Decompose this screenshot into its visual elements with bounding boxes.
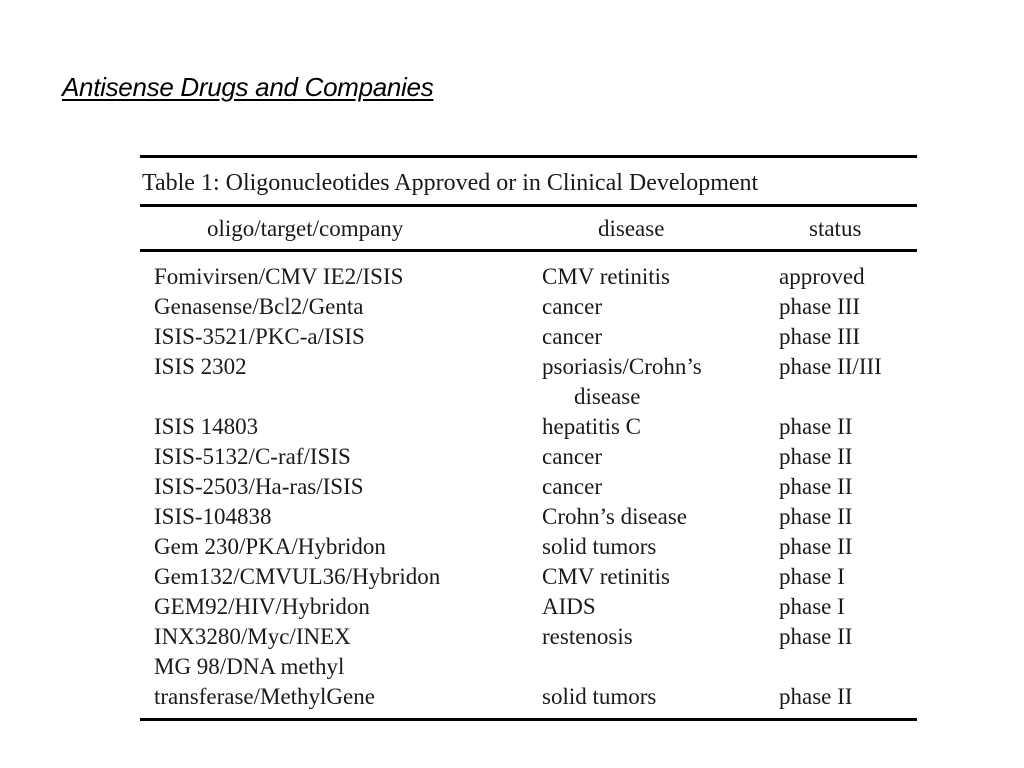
cell-status: phase II (779, 504, 853, 529)
cell-oligo: ISIS-5132/C-raf/ISIS (154, 444, 351, 469)
table-row (140, 592, 917, 622)
cell-oligo-line2: transferase/MethylGene (154, 684, 375, 709)
cell-status: phase I (779, 594, 845, 619)
cell-status: phase III (779, 324, 861, 349)
table-row (140, 262, 917, 292)
cell-disease (542, 352, 702, 412)
table-row (140, 652, 917, 712)
cell-disease: cancer (542, 474, 602, 499)
cell-status: phase II (779, 684, 853, 709)
cell-disease: restenosis (542, 624, 633, 649)
cell-disease: hepatitis C (542, 414, 642, 439)
cell-disease-line2: disease (574, 384, 641, 409)
cell-status: approved (779, 264, 865, 289)
cell-oligo: Fomivirsen/CMV IE2/ISIS (154, 264, 404, 289)
table-body (140, 252, 917, 718)
cell-oligo: GEM92/HIV/Hybridon (154, 594, 370, 619)
cell-oligo: Genasense/Bcl2/Genta (154, 294, 364, 319)
cell-disease: cancer (542, 324, 602, 349)
header-status: status (809, 216, 862, 241)
cell-disease-line1: psoriasis/Crohn’s (542, 354, 702, 379)
cell-oligo: ISIS 2302 (154, 354, 247, 379)
cell-disease: CMV retinitis (542, 264, 671, 289)
table-row (140, 442, 917, 472)
table-row (140, 412, 917, 442)
cell-oligo-line1: MG 98/DNA methyl (154, 654, 345, 679)
table-row (140, 532, 917, 562)
cell-disease: solid tumors (542, 534, 657, 559)
cell-status: phase II/III (779, 354, 882, 379)
table-row (140, 352, 917, 412)
cell-oligo: INX3280/Myc/INEX (154, 624, 351, 649)
header-disease: disease (598, 216, 665, 241)
cell-disease: AIDS (542, 594, 596, 619)
table-row (140, 292, 917, 322)
table-row (140, 562, 917, 592)
cell-disease: Crohn’s disease (542, 504, 688, 529)
cell-status: phase II (779, 414, 853, 439)
slide-title: Antisense Drugs and Companies (62, 72, 434, 102)
oligonucleotide-table (140, 155, 917, 721)
table-row (140, 472, 917, 502)
cell-disease: CMV retinitis (542, 564, 671, 589)
cell-status: phase I (779, 564, 845, 589)
cell-status: phase II (779, 444, 853, 469)
cell-oligo: ISIS-2503/Ha-ras/ISIS (154, 474, 364, 499)
cell-oligo (154, 652, 375, 712)
cell-oligo: ISIS 14803 (154, 414, 259, 439)
cell-status: phase III (779, 294, 861, 319)
cell-status: phase II (779, 624, 853, 649)
table-header-row (140, 207, 917, 249)
cell-status: phase II (779, 474, 853, 499)
table-row (140, 622, 917, 652)
table-bottom-rule (140, 718, 917, 721)
table-row (140, 322, 917, 352)
table-row (140, 502, 917, 532)
table-caption: Table 1: Oligonucleotides Approved or in Clinical Development (142, 170, 759, 196)
cell-disease: solid tumors (542, 684, 657, 709)
cell-oligo: Gem132/CMVUL36/Hybridon (154, 564, 441, 589)
cell-disease: cancer (542, 294, 602, 319)
cell-oligo: ISIS-3521/PKC-a/ISIS (154, 324, 365, 349)
cell-disease: cancer (542, 444, 602, 469)
header-oligo: oligo/target/company (207, 216, 404, 241)
cell-oligo: Gem 230/PKA/Hybridon (154, 534, 386, 559)
cell-oligo: ISIS-104838 (154, 504, 272, 529)
cell-status: phase II (779, 534, 853, 559)
